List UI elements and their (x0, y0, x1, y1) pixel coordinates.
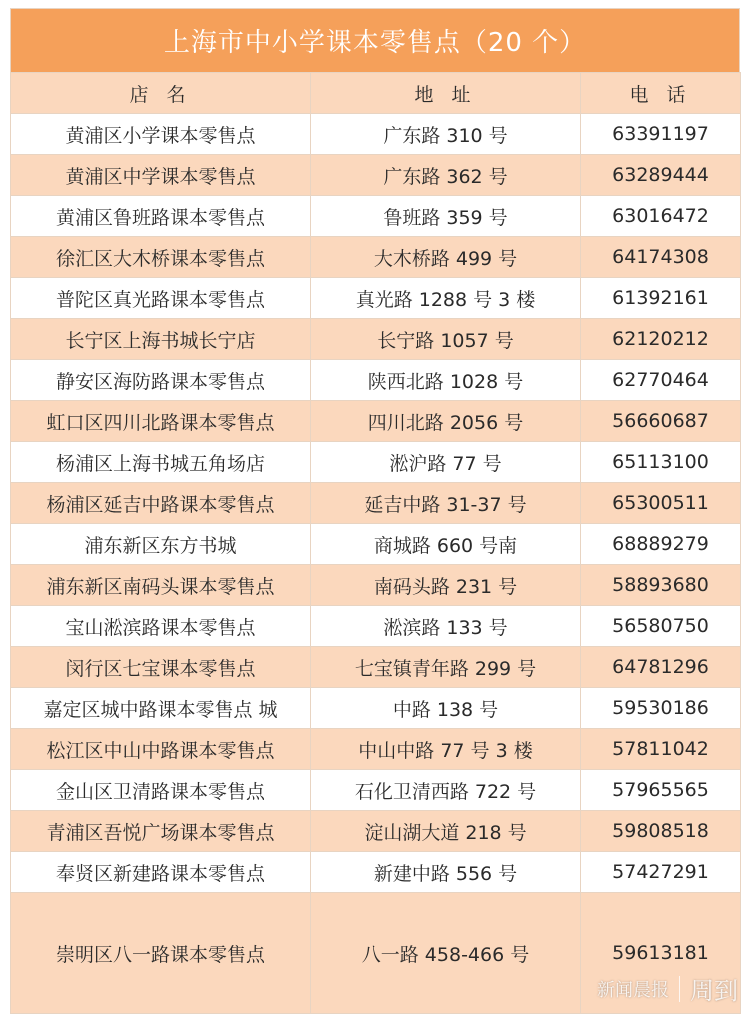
cell-address: 广东路 310 号 (311, 114, 581, 155)
cell-phone: 57811042 (581, 729, 741, 770)
table-body (11, 114, 741, 1014)
cell-phone: 59808518 (581, 811, 741, 852)
table-row (11, 565, 741, 606)
cell-address: 真光路 1288 号 3 楼 (311, 278, 581, 319)
cell-phone: 56580750 (581, 606, 741, 647)
table-row (11, 483, 741, 524)
table-row (11, 770, 741, 811)
cell-store-name: 松江区中山中路课本零售点 (11, 729, 311, 770)
cell-store-name: 浦东新区南码头课本零售点 (11, 565, 311, 606)
cell-phone: 58893680 (581, 565, 741, 606)
cell-address: 中山中路 77 号 3 楼 (311, 729, 581, 770)
table-row (11, 401, 741, 442)
cell-address: 石化卫清西路 722 号 (311, 770, 581, 811)
cell-store-name: 杨浦区延吉中路课本零售点 (11, 483, 311, 524)
cell-address: 陕西北路 1028 号 (311, 360, 581, 401)
cell-phone: 59613181 (581, 893, 741, 1014)
header-store-name: 店 名 (11, 73, 311, 114)
cell-address: 八一路 458-466 号 (311, 893, 581, 1014)
table-row (11, 196, 741, 237)
cell-address: 南码头路 231 号 (311, 565, 581, 606)
table-row (11, 852, 741, 893)
cell-store-name: 虹口区四川北路课本零售点 (11, 401, 311, 442)
cell-store-name: 杨浦区上海书城五角场店 (11, 442, 311, 483)
cell-phone: 62120212 (581, 319, 741, 360)
cell-store-name: 浦东新区东方书城 (11, 524, 311, 565)
cell-address: 七宝镇青年路 299 号 (311, 647, 581, 688)
table-row (11, 811, 741, 852)
cell-store-name: 黄浦区小学课本零售点 (11, 114, 311, 155)
retail-points-table (10, 72, 741, 1014)
table-row (11, 524, 741, 565)
cell-store-name: 崇明区八一路课本零售点 (11, 893, 311, 1014)
cell-address: 鲁班路 359 号 (311, 196, 581, 237)
watermark (597, 971, 738, 1006)
cell-phone: 63289444 (581, 155, 741, 196)
cell-phone: 63016472 (581, 196, 741, 237)
table-row (11, 647, 741, 688)
cell-store-name: 静安区海防路课本零售点 (11, 360, 311, 401)
watermark-divider (679, 976, 680, 1002)
table-row (11, 155, 741, 196)
table-row (11, 237, 741, 278)
table-row (11, 114, 741, 155)
cell-address: 淀山湖大道 218 号 (311, 811, 581, 852)
cell-phone: 59530186 (581, 688, 741, 729)
cell-phone: 63391197 (581, 114, 741, 155)
table-title: 上海市中小学课本零售点（20 个） (10, 8, 740, 72)
watermark-logo-right: 周到 (690, 977, 738, 1005)
cell-address: 长宁路 1057 号 (311, 319, 581, 360)
table-row (11, 729, 741, 770)
table-row (11, 442, 741, 483)
cell-address: 四川北路 2056 号 (311, 401, 581, 442)
cell-phone: 64174308 (581, 237, 741, 278)
table-row (11, 688, 741, 729)
watermark-logo-left: 新闻晨报 (597, 979, 669, 1001)
cell-phone: 57965565 (581, 770, 741, 811)
cell-phone: 56660687 (581, 401, 741, 442)
cell-address: 商城路 660 号南 (311, 524, 581, 565)
table-row (11, 360, 741, 401)
table-row (11, 606, 741, 647)
cell-address: 广东路 362 号 (311, 155, 581, 196)
cell-phone: 65113100 (581, 442, 741, 483)
cell-phone: 64781296 (581, 647, 741, 688)
cell-phone: 65300511 (581, 483, 741, 524)
cell-address: 淞沪路 77 号 (311, 442, 581, 483)
cell-store-name: 金山区卫清路课本零售点 (11, 770, 311, 811)
cell-store-name: 黄浦区鲁班路课本零售点 (11, 196, 311, 237)
cell-store-name: 闵行区七宝课本零售点 (11, 647, 311, 688)
header-address: 地 址 (311, 73, 581, 114)
cell-address: 新建中路 556 号 (311, 852, 581, 893)
cell-store-name: 徐汇区大木桥课本零售点 (11, 237, 311, 278)
cell-store-name: 奉贤区新建路课本零售点 (11, 852, 311, 893)
cell-store-name: 宝山淞滨路课本零售点 (11, 606, 311, 647)
cell-store-name: 黄浦区中学课本零售点 (11, 155, 311, 196)
cell-address: 延吉中路 31-37 号 (311, 483, 581, 524)
cell-phone: 62770464 (581, 360, 741, 401)
cell-store-name: 长宁区上海书城长宁店 (11, 319, 311, 360)
cell-address: 淞滨路 133 号 (311, 606, 581, 647)
table-row (11, 319, 741, 360)
cell-store-name: 嘉定区城中路课本零售点 城 (11, 688, 311, 729)
header-row (11, 73, 741, 114)
cell-phone: 68889279 (581, 524, 741, 565)
cell-phone: 61392161 (581, 278, 741, 319)
cell-address: 大木桥路 499 号 (311, 237, 581, 278)
cell-store-name: 青浦区吾悦广场课本零售点 (11, 811, 311, 852)
cell-store-name: 普陀区真光路课本零售点 (11, 278, 311, 319)
header-phone: 电 话 (581, 73, 741, 114)
cell-address: 中路 138 号 (311, 688, 581, 729)
table-row (11, 278, 741, 319)
cell-phone: 57427291 (581, 852, 741, 893)
